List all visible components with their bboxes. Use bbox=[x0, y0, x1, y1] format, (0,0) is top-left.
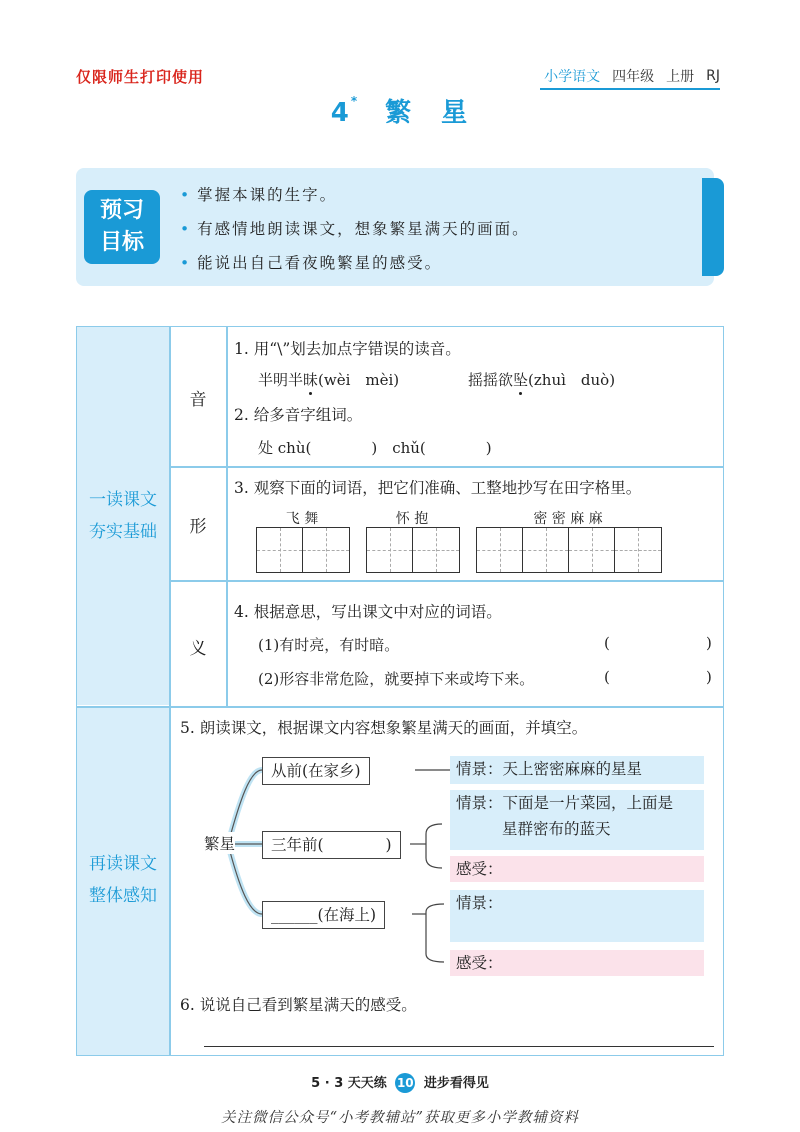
lesson-name: 繁 星 bbox=[385, 98, 470, 128]
question-3: 3. 观察下面的词语，把它们准确、工整地抄写在田字格里。 bbox=[234, 479, 642, 497]
edition-label: RJ bbox=[706, 68, 720, 84]
grid-label-2: 怀 抱 bbox=[395, 511, 429, 527]
q4-answer-close: ) bbox=[706, 634, 712, 652]
grid-cell[interactable] bbox=[523, 528, 569, 572]
subject-label: 小学语文 bbox=[544, 69, 601, 85]
category-form: 形 bbox=[189, 517, 207, 537]
lesson-number: 4 bbox=[330, 98, 351, 128]
footer-brand: 5 · 3 天天练 bbox=[311, 1076, 387, 1091]
lesson-mark: * bbox=[350, 94, 360, 108]
category-sound: 音 bbox=[189, 390, 207, 410]
grid-cell[interactable] bbox=[367, 528, 413, 572]
question-5: 5. 朗读课文，根据课文内容想象繁星满天的画面，并填空。 bbox=[180, 719, 588, 737]
goal-item-3: • 能说出自己看夜晚繁星的感受。 bbox=[180, 254, 443, 272]
mind-map-root: 繁星 bbox=[204, 832, 235, 854]
bullet-icon: • bbox=[180, 186, 192, 204]
book-info bbox=[544, 66, 720, 86]
grid-cell[interactable] bbox=[413, 528, 459, 572]
section-2-label: 再读课文 整体感知 bbox=[89, 854, 157, 906]
question-1: 1. 用“\”划去加点字错误的读音。 bbox=[234, 340, 461, 358]
bullet-icon: • bbox=[180, 220, 192, 238]
feeling-box-2[interactable]: 感受： bbox=[450, 856, 704, 882]
table-divider bbox=[226, 326, 228, 706]
goal-item-1: • 掌握本课的生字。 bbox=[180, 186, 338, 204]
tianzige-grid-1[interactable] bbox=[256, 527, 350, 573]
grid-label-3: 密 密 麻 麻 bbox=[533, 511, 603, 527]
branch-at-sea[interactable]: ______(在海上) bbox=[262, 901, 385, 929]
question-6: 6. 说说自己看到繁星满天的感受。 bbox=[180, 996, 417, 1014]
bracket-connector bbox=[426, 824, 442, 868]
badge-line-2: 目标 bbox=[99, 230, 144, 255]
page-footer bbox=[0, 1072, 800, 1093]
grid-cell[interactable] bbox=[615, 528, 661, 572]
table-divider bbox=[169, 580, 724, 582]
emphasized-char: 坠 bbox=[513, 371, 529, 389]
header-rule bbox=[540, 88, 720, 90]
q4-answer-open: ( bbox=[604, 634, 610, 652]
category-meaning: 义 bbox=[189, 639, 207, 659]
q4-answer-open: ( bbox=[604, 668, 610, 686]
question-4: 4. 根据意思，写出课文中对应的词语。 bbox=[234, 603, 502, 621]
grade-label: 四年级 bbox=[612, 69, 655, 85]
grid-cell[interactable] bbox=[569, 528, 615, 572]
table-divider bbox=[76, 706, 724, 708]
q4-sub-2: (2)形容非常危险，就要掉下来或垮下来。 bbox=[258, 670, 535, 688]
section-1-label: 一读课文 夯实基础 bbox=[89, 490, 157, 542]
goal-item-2: • 有感情地朗读课文，想象繁星满天的画面。 bbox=[180, 220, 530, 238]
answer-line[interactable] bbox=[204, 1046, 714, 1047]
scene-box-2: 情景：下面是一片菜园，上面是 星群密布的蓝天 bbox=[450, 790, 704, 850]
preview-goals-badge bbox=[84, 190, 160, 264]
branch-before: 从前(在家乡) bbox=[262, 757, 370, 785]
volume-label: 上册 bbox=[666, 69, 695, 85]
emphasized-char: 昧 bbox=[303, 371, 319, 389]
grid-label-1: 飞 舞 bbox=[285, 511, 319, 527]
curve-connector bbox=[228, 844, 262, 914]
scene-box-1: 情景：天上密密麻麻的星星 bbox=[450, 756, 704, 784]
bullet-icon: • bbox=[180, 254, 192, 272]
scene-box-3[interactable]: 情景： bbox=[450, 890, 704, 942]
q4-answer-close: ) bbox=[706, 668, 712, 686]
badge-line-1: 预习 bbox=[99, 198, 144, 223]
bottom-watermark: 关注微信公众号“小考教辅站”获取更多小学教辅资料 bbox=[221, 1110, 579, 1126]
grid-cell[interactable] bbox=[257, 528, 303, 572]
grid-cell[interactable] bbox=[303, 528, 349, 572]
question-2: 2. 给多音字组词。 bbox=[234, 406, 363, 424]
grid-cell[interactable] bbox=[477, 528, 523, 572]
branch-three-years-ago[interactable]: 三年前( ) bbox=[262, 831, 401, 859]
q2-blanks: 处 chù( ) chǔ( ) bbox=[258, 439, 492, 457]
bracket-connector bbox=[426, 904, 444, 962]
page-number: 10 bbox=[395, 1073, 415, 1093]
print-notice: 仅限师生打印使用 bbox=[76, 68, 205, 86]
q4-sub-1: (1)有时亮，有时暗。 bbox=[258, 636, 400, 654]
q1-item-1: 半明半昧(wèi mèi) bbox=[258, 371, 400, 389]
q1-item-2: 摇摇欲坠(zhuì duò) bbox=[468, 371, 616, 389]
table-divider bbox=[169, 466, 724, 468]
footer-slogan: 进步看得见 bbox=[423, 1076, 489, 1091]
tianzige-grid-3[interactable] bbox=[476, 527, 662, 573]
goals-panel-tab bbox=[702, 178, 724, 276]
feeling-box-3[interactable]: 感受： bbox=[450, 950, 704, 976]
tianzige-grid-2[interactable] bbox=[366, 527, 460, 573]
lesson-title bbox=[0, 92, 800, 129]
